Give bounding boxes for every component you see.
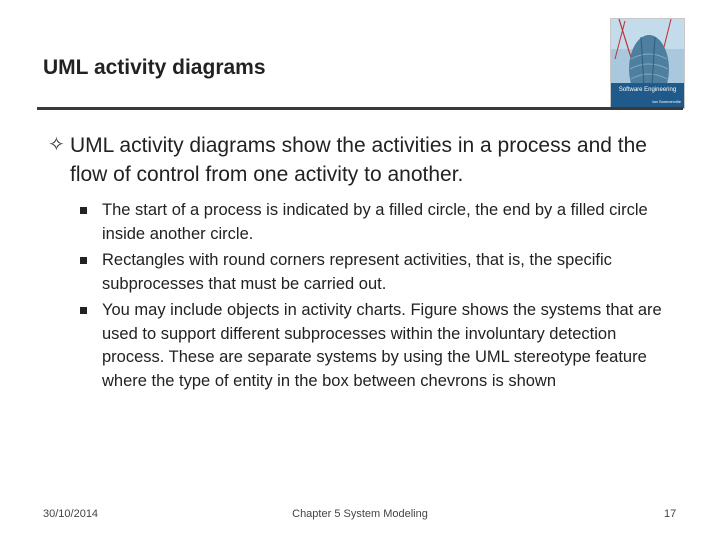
cover-author: Ian Sommerville xyxy=(652,99,681,104)
sub-bullet-text: Rectangles with round corners represent activities, that is, the specific subprocesses that must be carried out. xyxy=(102,251,612,293)
footer-chapter: Chapter 5 System Modeling xyxy=(292,508,428,520)
sub-bullet-text: You may include objects in activity charts. Figure shows the systems that are used to support different subprocesses within the involuntary detection process. These are separate systems by using the UML stereotype feature where the type of entity in the box between chevrons is shown xyxy=(102,301,662,390)
sub-bullet-list xyxy=(80,199,670,396)
square-bullet-icon xyxy=(80,307,87,314)
square-bullet-icon xyxy=(80,257,87,264)
cover-artwork xyxy=(611,19,684,108)
sub-bullet-item xyxy=(80,249,670,296)
main-bullet xyxy=(48,131,668,189)
page-number: 17 xyxy=(664,508,677,520)
cover-title: Software Engineering xyxy=(618,87,677,93)
main-bullet-text: UML activity diagrams show the activities in a process and the flow of control from one activity to another. xyxy=(70,134,647,186)
slide-title: UML activity diagrams xyxy=(43,56,266,79)
book-cover-image xyxy=(610,18,685,109)
title-divider xyxy=(37,107,683,110)
sub-bullet-text: The start of a process is indicated by a filled circle, the end by a filled circle inside another circle. xyxy=(102,201,648,243)
four-point-star-bullet-icon: ✧ xyxy=(48,134,65,156)
sub-bullet-item xyxy=(80,199,670,246)
sub-bullet-item xyxy=(80,299,670,393)
footer-date: 30/10/2014 xyxy=(43,508,99,520)
square-bullet-icon xyxy=(80,207,87,214)
